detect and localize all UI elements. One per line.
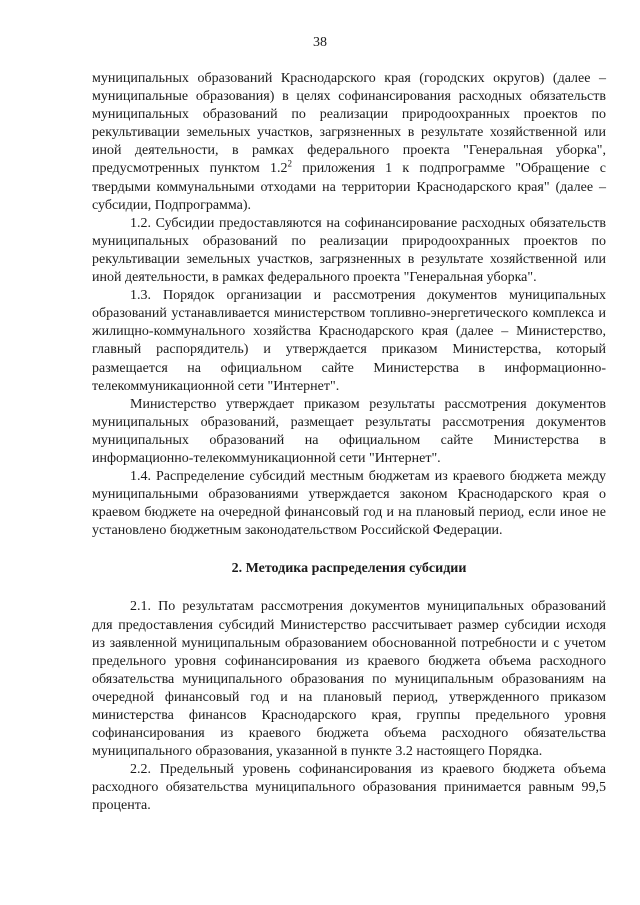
paragraph-intro-text-b: приложения 1 к подпрограмме "Обращение с твердыми коммунальными отходами на территории Краснодарского края" (далее – субсидии, Подпрограмма). <box>92 161 606 213</box>
paragraph-intro-text-a: муниципальных образований Краснодарского края (городских округов) (далее – муниципальные образования) в целях софинансирования расходных обязательств муниципальных образований по реализации природоохранных проектов по рекультивации земельных участков, загрязненных в результате хозяйственной или иной деятельности, в рамках федерального проекта "Генеральная уборка", предусмотренных пунктом 1.2 <box>92 71 606 177</box>
page-number: 38 <box>313 35 327 50</box>
paragraph-1-3: 1.3. Порядок организации и рассмотрения документов муниципальных образований устанавливается министерством топливно-энергетического комплекса и жилищно-коммунального хозяйства Краснодарского края (далее – Министерство, главный распорядитель) и утверждается приказом Министерства, который размещается на официальном сайте Министерства в информационно-телекоммуникационной сети "Интернет". <box>92 288 606 394</box>
paragraph-intro <box>92 70 606 215</box>
superscript-2: 2 <box>287 158 292 169</box>
paragraph-1-2: 1.2. Субсидии предоставляются на софинансирование расходных обязательств муниципальных образований по реализации природоохранных проектов по рекультивации земельных участков, загрязненных в результате хозяйственной или иной деятельности, в рамках федерального проекта "Генеральная уборка". <box>92 215 606 286</box>
document-body <box>92 70 606 816</box>
paragraph-1-4: 1.4. Распределение субсидий местным бюджетам из краевого бюджета между муниципальными образованиями утверждается законом Краснодарского края о краевом бюджете на очередной финансовый год и на плановый период, если иное не установлено бюджетным законодательством Российской Федерации. <box>92 469 606 539</box>
paragraph-2-2: 2.2. Предельный уровень софинансирования из краевого бюджета объема расходного обязательства муниципального образования принимается равным 99,5 процента. <box>92 762 606 814</box>
section-heading: 2. Методика распределения субсидии <box>231 561 467 577</box>
paragraph-2-1: 2.1. По результатам рассмотрения документов муниципальных образований для предоставления субсидий Министерство рассчитывает размер субсидии исходя из заявленной муниципальным образованием обоснованной потребности и с учетом предельного уровня софинансирования из краевого бюджета объема расходного обязательства муниципального образования по муниципальным образованиям на очередной финансовый год и на плановый период, утвержденного приказом министерства финансов Краснодарского края, группы предельного уровня софинансирования из краевого бюджета объема расходного обязательства муниципального образования, указанной в пункте 3.2 настоящего Порядка. <box>92 599 606 760</box>
paragraph-ministry: Министерство утверждает приказом результаты рассмотрения документов муниципальных образований, размещает результаты рассмотрения документов муниципальных образований на официальном сайте Министерства в информационно-телекоммуникационной сети "Интернет". <box>92 396 606 466</box>
